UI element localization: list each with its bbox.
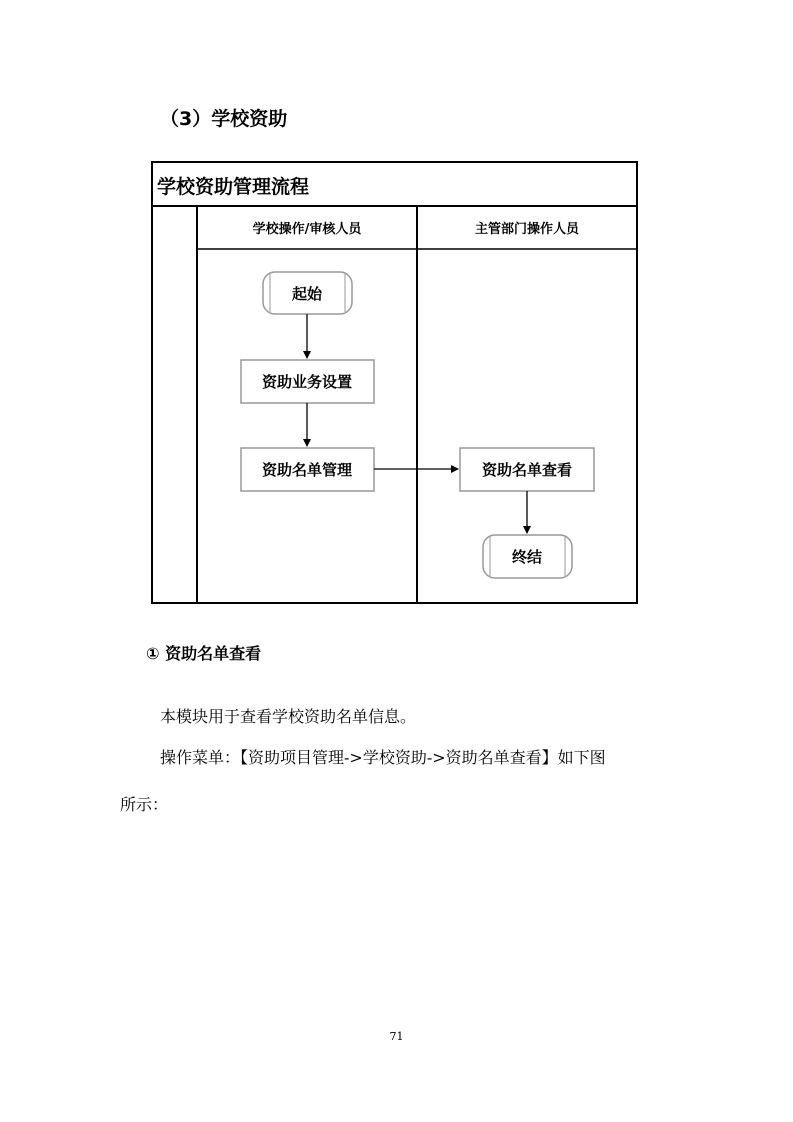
setup-node-label: 资助业务设置 [261, 373, 353, 391]
end-node [483, 535, 572, 578]
list-view-node [460, 448, 594, 491]
paragraph-continuation: 所示： [120, 795, 169, 814]
start-node-label: 起始 [291, 285, 323, 303]
start-node [263, 272, 352, 314]
lane-label-school: 学校操作/审核人员 [252, 222, 362, 237]
page-number: 71 [389, 1030, 404, 1043]
paragraph-menu-path: 操作菜单：【资助项目管理->学校资助->资助名单查看】如下图 [160, 748, 606, 767]
subheading: ① 资助名单查看 [146, 644, 262, 663]
setup-node [241, 360, 374, 403]
paragraph-description: 本模块用于查看学校资助名单信息。 [160, 707, 417, 726]
end-node-label: 终结 [511, 548, 543, 566]
list-manage-node-label: 资助名单管理 [261, 461, 353, 479]
flowchart-title: 学校资助管理流程 [157, 176, 310, 198]
list-manage-node [241, 448, 374, 491]
lane-label-department: 主管部门操作人员 [474, 222, 580, 237]
list-view-node-label: 资助名单查看 [481, 461, 573, 479]
section-heading: （3）学校资助 [160, 108, 288, 130]
